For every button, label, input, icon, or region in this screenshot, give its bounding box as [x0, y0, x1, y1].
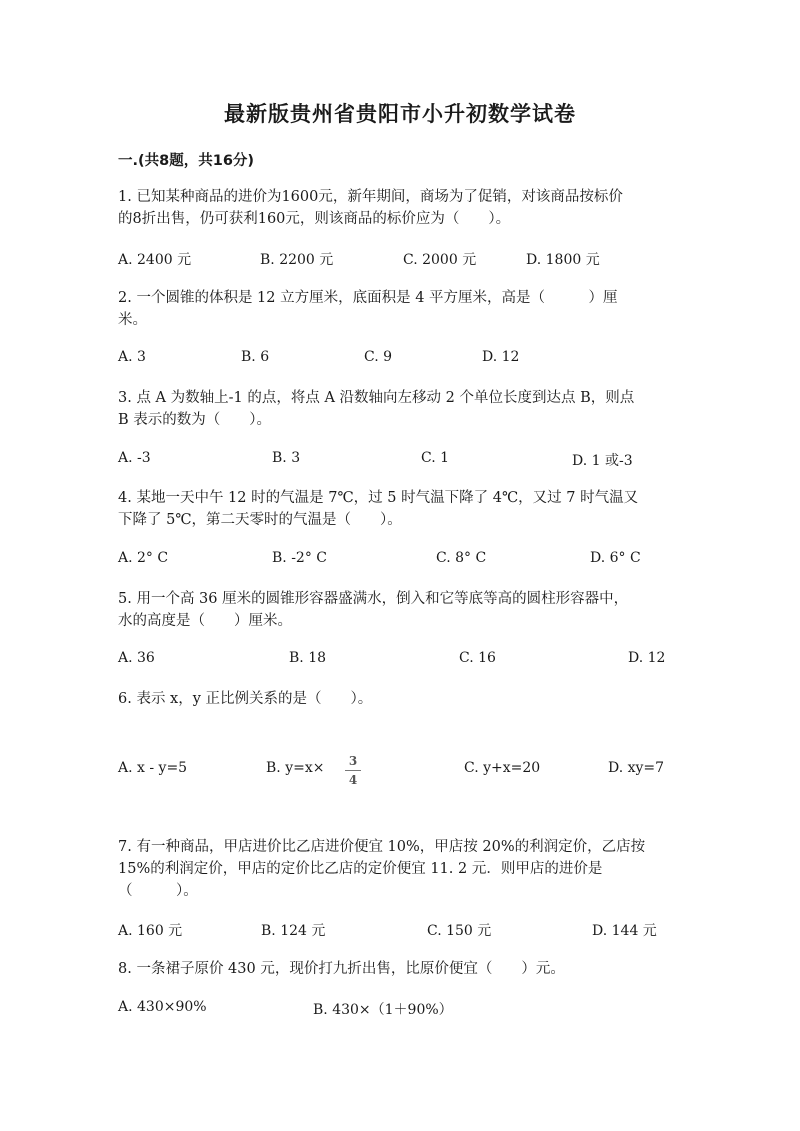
option-c[interactable]: C. y+x=20 — [464, 760, 541, 776]
option-a[interactable]: A. 160 元 — [118, 923, 183, 939]
option-a[interactable]: A. 2400 元 — [118, 252, 192, 268]
question-3-line-2: B 表示的数为（ ）。 — [118, 412, 272, 428]
fraction-numerator: 3 — [348, 754, 358, 768]
question-4-line-2: 下降了 5℃，第二天零时的气温是（ ）。 — [118, 512, 402, 528]
fraction-denominator: 4 — [348, 773, 358, 787]
option-b[interactable]: B. 6 — [241, 349, 270, 365]
option-c[interactable]: C. 2000 元 — [403, 252, 477, 268]
question-6-line-1: 6. 表示 x，y 正比例关系的是（ ）。 — [118, 691, 373, 707]
option-b[interactable]: B. 3 — [272, 450, 301, 466]
question-7-line-3: （ ）。 — [118, 883, 198, 899]
page-title: 最新版贵州省贵阳市小升初数学试卷 — [224, 102, 576, 126]
option-d[interactable]: D. 1 或-3 — [572, 453, 633, 469]
question-5-line-1: 5. 用一个高 36 厘米的圆锥形容器盛满水，倒入和它等底等高的圆柱形容器中， — [118, 591, 629, 607]
fraction — [345, 754, 361, 787]
option-c[interactable]: C. 1 — [421, 450, 450, 466]
option-c[interactable]: C. 9 — [364, 349, 393, 365]
question-7-line-2: 15%的利润定价，甲店的定价比乙店的定价便宜 11. 2 元．则甲店的进价是 — [118, 861, 603, 877]
option-c[interactable]: C. 8° C — [436, 550, 487, 566]
option-a[interactable]: A. 3 — [118, 349, 146, 365]
option-d[interactable]: D. 12 — [628, 650, 666, 666]
option-d[interactable]: D. 12 — [482, 349, 520, 365]
question-4-line-1: 4. 某地一天中午 12 时的气温是 7℃，过 5 时气温下降了 4℃，又过 7 时气温又 — [118, 490, 639, 506]
option-d[interactable]: D. 1800 元 — [526, 252, 600, 268]
question-1-line-2: 的8折出售，仍可获利160元，则该商品的标价应为（ ）。 — [118, 211, 511, 227]
option-a[interactable]: A. 36 — [118, 650, 155, 666]
option-b[interactable]: B. 430×（1＋90%） — [313, 1002, 453, 1018]
question-7-line-1: 7. 有一种商品，甲店进价比乙店进价便宜 10%，甲店按 20%的利润定价，乙店按 — [118, 839, 646, 855]
option-a[interactable]: A. 430×90% — [118, 999, 207, 1015]
option-a[interactable]: A. -3 — [118, 450, 151, 466]
option-c[interactable]: C. 150 元 — [427, 923, 492, 939]
fraction-bar — [345, 770, 361, 771]
option-d[interactable]: D. 144 元 — [592, 923, 657, 939]
option-d[interactable]: D. xy=7 — [608, 760, 665, 776]
option-a[interactable]: A. 2° C — [118, 550, 169, 566]
question-2-line-2: 米。 — [118, 312, 147, 328]
option-b[interactable]: B. 2200 元 — [260, 252, 334, 268]
question-8-line-1: 8. 一条裙子原价 430 元，现价打九折出售，比原价便宜（ ）元。 — [118, 961, 565, 977]
option-b[interactable]: B. -2° C — [272, 550, 327, 566]
option-b[interactable]: B. y=x× — [266, 760, 325, 776]
option-d[interactable]: D. 6° C — [590, 550, 641, 566]
option-b[interactable]: B. 18 — [289, 650, 327, 666]
option-b[interactable]: B. 124 元 — [261, 923, 326, 939]
question-1-line-1: 1. 已知某种商品的进价为1600元，新年期间，商场为了促销，对该商品按标价 — [118, 189, 623, 205]
question-2-line-1: 2. 一个圆锥的体积是 12 立方厘米，底面积是 4 平方厘米，高是（ ）厘 — [118, 290, 618, 306]
question-3-line-1: 3. 点 A 为数轴上-1 的点，将点 A 沿数轴向左移动 2 个单位长度到达点 B，则点 — [118, 390, 635, 406]
option-a[interactable]: A. x - y=5 — [118, 760, 188, 776]
option-c[interactable]: C. 16 — [459, 650, 496, 666]
section-heading: 一.(共8题，共16分) — [118, 153, 255, 169]
question-5-line-2: 水的高度是（ ）厘米。 — [118, 613, 292, 629]
